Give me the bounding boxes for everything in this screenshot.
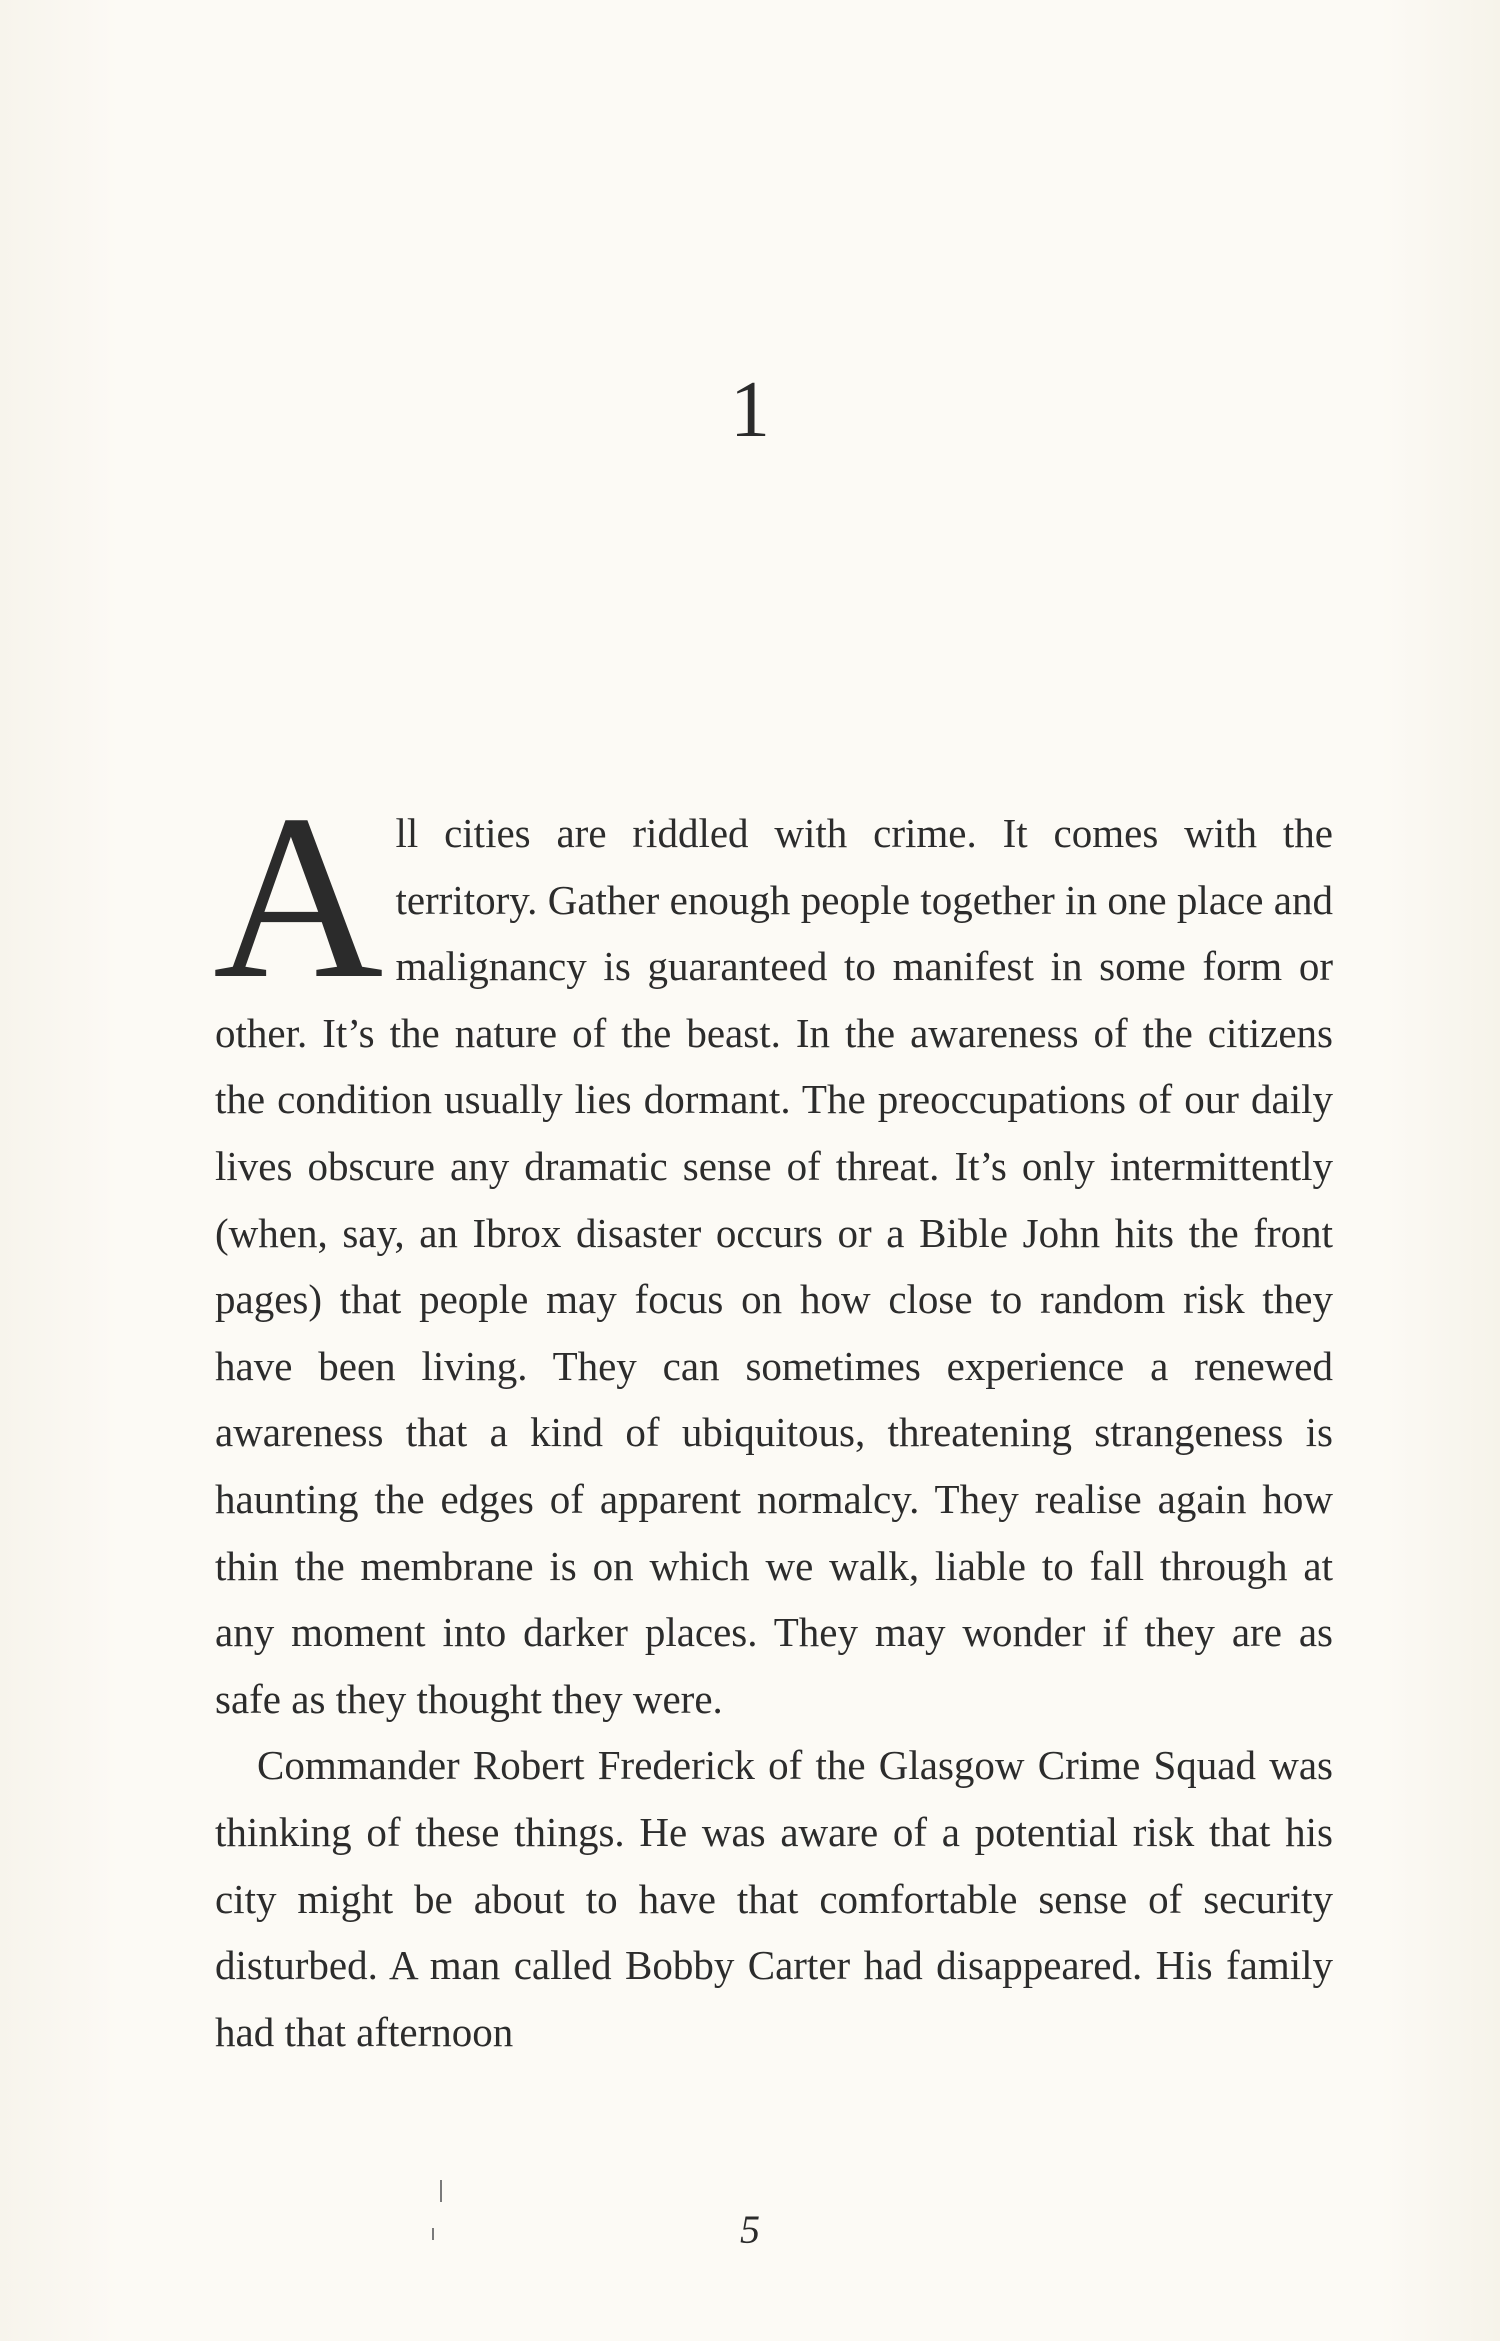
- body-text: [213, 767, 1333, 2065]
- chapter-number: 1: [730, 366, 770, 454]
- page-number: 5: [740, 2207, 760, 2252]
- drop-cap: A: [213, 767, 384, 1028]
- paragraph-1-text: ll cities are riddled with crime. It comes with the territory. Gather enough people together in one place and malignancy is guaranteed to manifest in some form or other. It’s the nature of the beast. In the awareness of the citizens the condition usually lies dormant. The preoccupations of our daily lives obscure any dramatic sense of threat. It’s only intermittently (when, say, an Ibrox disaster occurs or a Bible John hits the front pages) that people may focus on how close to random risk they have been living. They can sometimes experience a renewed awareness that a kind of ubiquitous, threatening strangeness is haunting the edges of apparent normalcy. They realise again how thin the membrane is on which we walk, liable to fall through at any moment into darker places. They may wonder if they are as safe as they thought they were.: [215, 810, 1333, 1722]
- paragraph-2: Commander Robert Frederick of the Glasgow Crime Squad was thinking of these things. He was aware of a potential risk that his city might be about to have that comfortable sense of security disturbed. A man called Bobby Carter had disappeared. His family had that afternoon: [215, 1742, 1333, 2055]
- paragraph-1: [213, 767, 1333, 1732]
- margin-mark: [440, 2180, 442, 2202]
